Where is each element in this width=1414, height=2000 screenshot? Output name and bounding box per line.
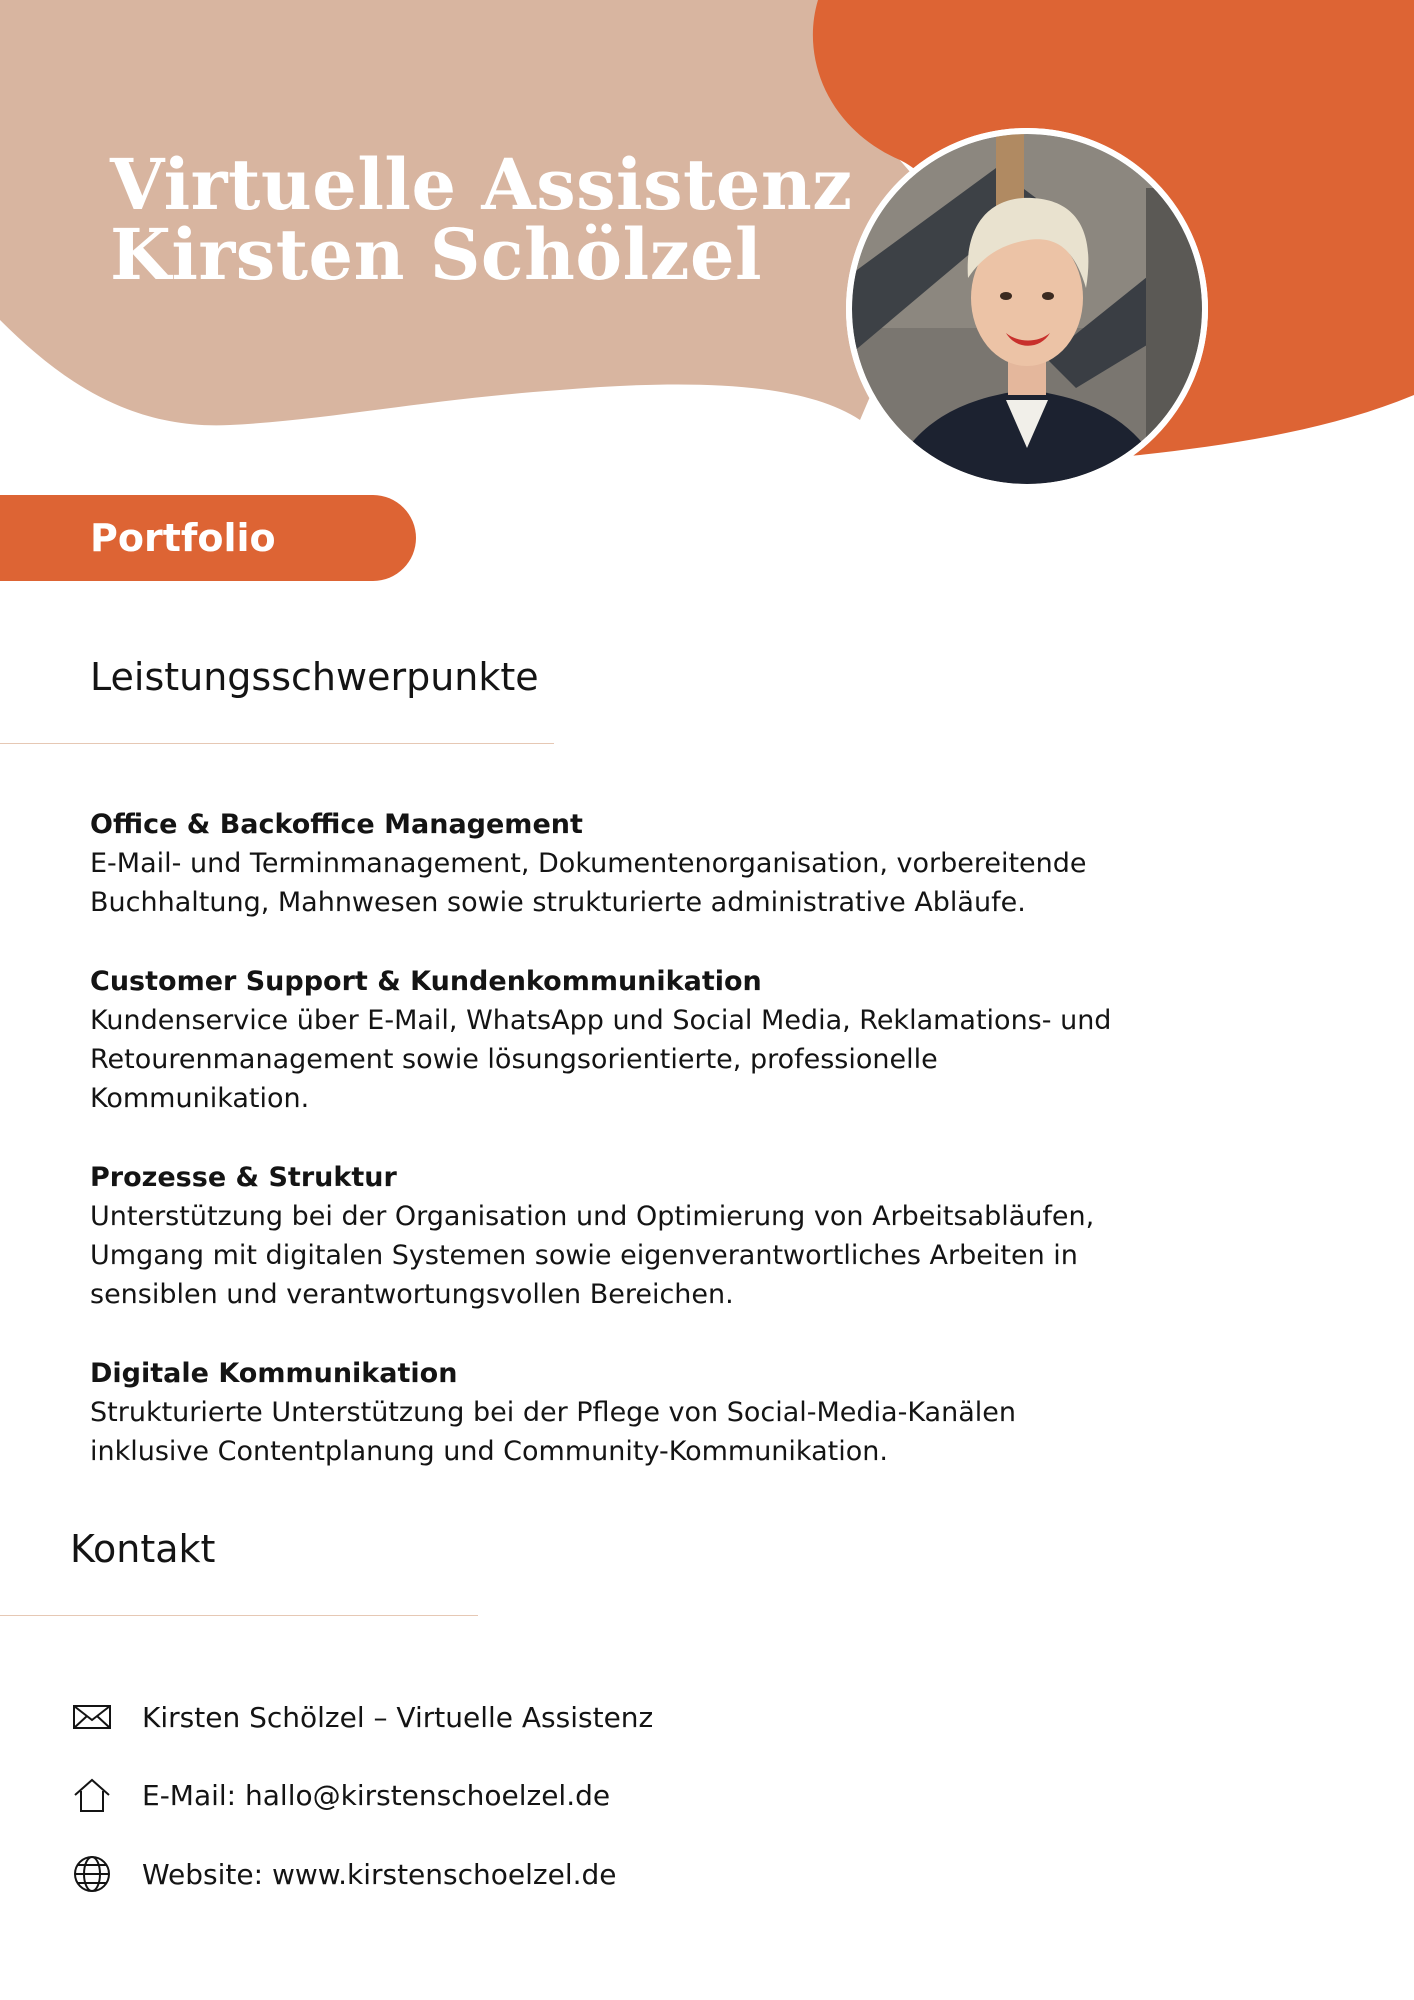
contact-row-website [72,1854,617,1894]
service-heading: Digitale Kommunikation [90,1358,458,1389]
page-title [110,143,853,296]
contact-row-name [72,1697,653,1737]
services-section-title: Leistungsschwerpunkte [90,655,539,699]
contact-email[interactable]: E-Mail: hallo@kirstenschoelzel.de [142,1778,611,1812]
title-line-1: Virtuelle Assistenz [110,143,853,226]
service-description-line: Strukturierte Unterstützung bei der Pflege von Social-Media-Kanälen [90,1397,1016,1428]
service-item [90,805,1130,922]
contact-name: Kirsten Schölzel – Virtuelle Assistenz [142,1700,654,1734]
services-list [90,805,1130,1511]
contact-row-email [72,1775,610,1815]
service-description-line: Retourenmanagement sowie lösungsorientierte, professionelle [90,1044,938,1075]
service-heading: Office & Backoffice Management [90,809,583,840]
service-description-line: sensiblen und verantwortungsvollen Bereichen. [90,1279,734,1310]
contact-section-title: Kontakt [70,1527,216,1571]
title-line-2: Kirsten Schölzel [110,213,763,296]
profile-photo [846,128,1208,490]
globe-icon [72,1854,112,1894]
service-item [90,1354,1130,1471]
service-description-line: Umgang mit digitalen Systemen sowie eigenverantwortliches Arbeiten in [90,1240,1078,1271]
service-heading: Prozesse & Struktur [90,1162,397,1193]
services-divider [0,743,554,744]
service-heading: Customer Support & Kundenkommunikation [90,966,762,997]
service-description-line: Kommunikation. [90,1083,310,1114]
service-description-line: E-Mail- und Terminmanagement, Dokumentenorganisation, vorbereitende [90,848,1087,879]
envelope-icon [72,1697,112,1737]
service-description-line: Unterstützung bei der Organisation und Optimierung von Arbeitsabläufen, [90,1201,1095,1232]
portfolio-badge-label: Portfolio [90,516,276,560]
service-description-line: inklusive Contentplanung und Community-Kommunikation. [90,1436,888,1467]
service-description-line: Buchhaltung, Mahnwesen sowie strukturierte administrative Abläufe. [90,887,1026,918]
service-item [90,962,1130,1118]
home-icon [72,1775,112,1815]
portfolio-badge [0,495,416,581]
contact-divider [0,1615,478,1616]
contact-website[interactable]: Website: www.kirstenschoelzel.de [142,1857,617,1891]
service-item [90,1158,1130,1314]
service-description-line: Kundenservice über E-Mail, WhatsApp und Social Media, Reklamations- und [90,1005,1112,1036]
